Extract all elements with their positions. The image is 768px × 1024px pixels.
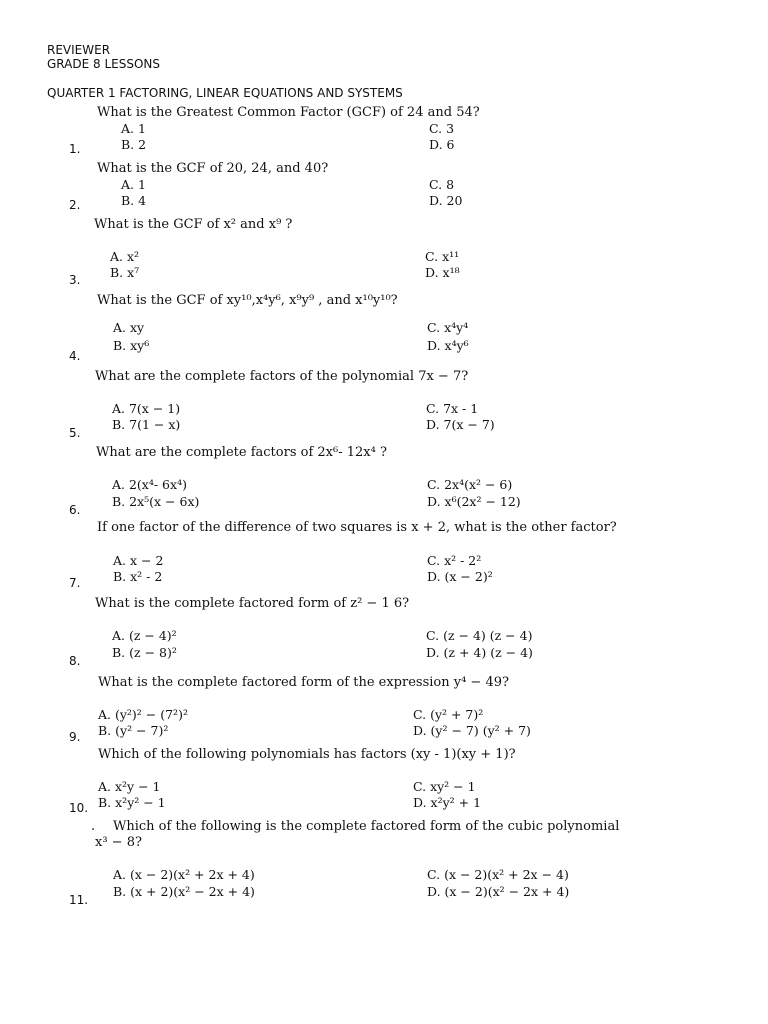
question-10-option-b: B. x²y² − 1: [98, 795, 166, 810]
question-2-text: What is the GCF of 20, 24, and 40?: [97, 161, 329, 176]
question-7-text: If one factor of the difference of two squares is x + 2, what is the other factor?: [97, 520, 617, 535]
question-11-option-c: C. (x − 2)(x² + 2x − 4): [427, 867, 569, 882]
question-9-option-a: A. (y²)² − (7²)²: [98, 707, 188, 722]
question-8-number: 8.: [69, 654, 81, 668]
question-9-option-d: D. (y² − 7) (y² + 7): [413, 723, 531, 738]
question-2-number: 2.: [69, 198, 81, 212]
question-2-option-a: A. 1: [121, 177, 146, 192]
question-1-option-d: D. 6: [429, 137, 455, 152]
question-1-option-a: A. 1: [121, 121, 146, 136]
question-3-option-c: C. x¹¹: [425, 249, 460, 264]
question-10-option-d: D. x²y² + 1: [413, 795, 482, 810]
question-4-option-b: B. xy⁶: [113, 338, 150, 353]
question-9-option-c: C. (y² + 7)²: [413, 707, 484, 722]
question-1-number: 1.: [69, 142, 81, 156]
question-11-number: 11.: [69, 893, 89, 907]
question-6-option-b: B. 2x⁵(x − 6x): [112, 494, 200, 509]
question-7-option-a: A. x − 2: [113, 553, 164, 568]
question-6-option-c: C. 2x⁴(x² − 6): [427, 477, 513, 492]
question-1-option-c: C. 3: [429, 121, 455, 136]
question-2-option-b: B. 4: [121, 193, 147, 208]
question-5-option-a: A. 7(x − 1): [112, 401, 181, 416]
question-6-option-a: A. 2(x⁴- 6x⁴): [112, 477, 187, 492]
question-5-option-c: C. 7x - 1: [426, 401, 479, 416]
question-11-option-a: A. (x − 2)(x² + 2x + 4): [113, 867, 255, 882]
question-5-text: What are the complete factors of the polynomial 7x − 7?: [95, 369, 469, 384]
question-6-option-d: D. x⁶(2x² − 12): [427, 494, 521, 509]
question-9-text: What is the complete factored form of the expression y⁴ − 49?: [98, 675, 509, 690]
question-11-text: Which of the following is the complete factored form of the cubic polynomial: [113, 819, 620, 834]
question-5-option-d: D. 7(x − 7): [426, 417, 495, 432]
question-3-option-d: D. x¹⁸: [425, 265, 460, 280]
question-3-text: What is the GCF of x² and x⁹ ?: [94, 217, 293, 232]
question-10-option-c: C. xy² − 1: [413, 779, 476, 794]
question-6-text: What are the complete factors of 2x⁶- 12x⁴ ?: [96, 445, 387, 460]
question-1-text: What is the Greatest Common Factor (GCF) of 24 and 54?: [97, 105, 480, 120]
question-11-option-b: B. (x + 2)(x² − 2x + 4): [113, 884, 255, 899]
question-4-text: What is the GCF of xy¹⁰,x⁴y⁶, x⁹y⁹ , and x¹⁰y¹⁰?: [97, 293, 398, 308]
question-4-number: 4.: [69, 349, 81, 363]
question-10-text: Which of the following polynomials has factors (xy - 1)(xy + 1)?: [98, 747, 516, 762]
question-2-option-d: D. 20: [429, 193, 463, 208]
question-8-option-a: A. (z − 4)²: [112, 628, 177, 643]
question-2-option-c: C. 8: [429, 177, 455, 192]
question-11-option-d: D. (x − 2)(x² − 2x + 4): [427, 884, 570, 899]
question-4-option-d: D. x⁴y⁶: [427, 338, 469, 353]
question-9-option-b: B. (y² − 7)²: [98, 723, 169, 738]
grade-heading: GRADE 8 LESSONS: [47, 57, 160, 71]
question-3-number: 3.: [69, 273, 81, 287]
question-3-option-b: B. x⁷: [110, 265, 140, 280]
question-7-option-b: B. x² - 2: [113, 569, 163, 584]
question-6-number: 6.: [69, 503, 81, 517]
question-11-lead: .: [91, 819, 96, 834]
question-11-text-continued: x³ − 8?: [95, 835, 142, 850]
question-1-option-b: B. 2: [121, 137, 147, 152]
question-10-option-a: A. x²y − 1: [98, 779, 161, 794]
question-7-option-c: C. x² - 2²: [427, 553, 482, 568]
question-5-number: 5.: [69, 426, 81, 440]
question-8-option-b: B. (z − 8)²: [112, 645, 177, 660]
question-8-option-c: C. (z − 4) (z − 4): [426, 628, 533, 643]
question-7-option-d: D. (x − 2)²: [427, 569, 493, 584]
question-9-number: 9.: [69, 730, 81, 744]
question-5-option-b: B. 7(1 − x): [112, 417, 181, 432]
question-4-option-c: C. x⁴y⁴: [427, 320, 469, 335]
reviewer-heading: REVIEWER: [47, 43, 111, 57]
question-8-text: What is the complete factored form of z² − 1 6?: [95, 596, 410, 611]
question-4-option-a: A. xy: [113, 320, 145, 335]
question-8-option-d: D. (z + 4) (z − 4): [426, 645, 533, 660]
question-10-number: 10.: [69, 801, 89, 815]
quarter-heading: QUARTER 1 FACTORING, LINEAR EQUATIONS AND SYSTEMS: [47, 86, 403, 100]
question-7-number: 7.: [69, 576, 81, 590]
question-3-option-a: A. x²: [110, 249, 140, 264]
